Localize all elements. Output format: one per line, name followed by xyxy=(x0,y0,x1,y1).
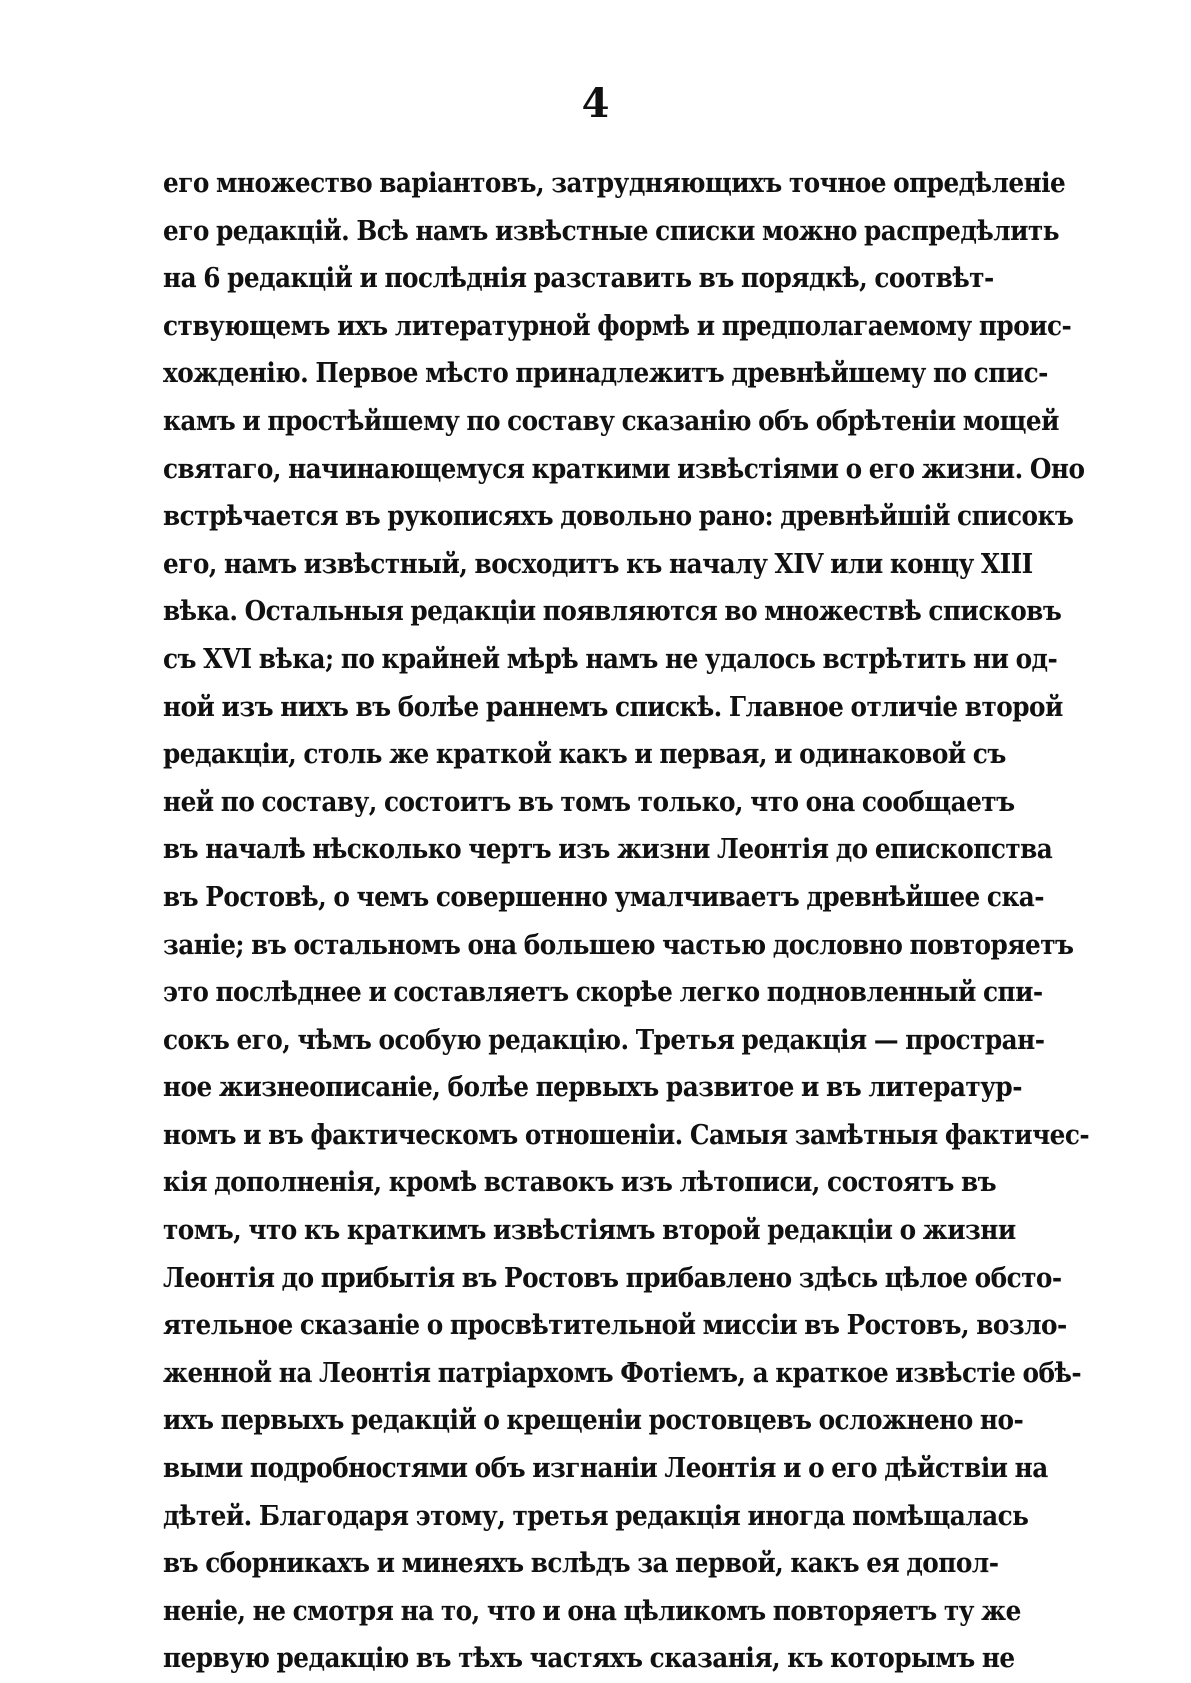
text-line-28: выми подробностями объ изгнаніи Леонтія и о его дѣйствіи на xyxy=(163,1452,1048,1485)
text-line-29: дѣтей. Благодаря этому, третья редакція иногда помѣщалась xyxy=(163,1499,1029,1532)
text-line-10: вѣка. Остальныя редакціи появляются во множествѣ списковъ xyxy=(163,595,1062,628)
text-line-27: ихъ первыхъ редакцій о крещеніи ростовцевъ осложнено но- xyxy=(163,1404,1024,1437)
text-line-13: редакціи, столь же краткой какъ и первая, и одинаковой съ xyxy=(163,738,1006,771)
text-line-32: первую редакцію въ тѣхъ частяхъ сказанія, къ которымъ не xyxy=(163,1642,1015,1675)
text-line-5: хожденію. Первое мѣсто принадлежитъ древнѣйшему по спис- xyxy=(163,357,1048,390)
text-line-21: номъ и въ фактическомъ отношеніи. Самыя замѣтныя фактичес- xyxy=(163,1118,1090,1151)
text-line-23: томъ, что къ краткимъ извѣстіямъ второй редакціи о жизни xyxy=(163,1214,1016,1247)
text-line-6: камъ и простѣйшему по составу сказанію объ обрѣтеніи мощей xyxy=(163,404,1059,437)
text-line-14: ней по составу, состоитъ въ томъ только, что она сообщаетъ xyxy=(163,785,1015,818)
text-line-16: въ Ростовѣ, о чемъ совершенно умалчиваетъ древнѣйшее ска- xyxy=(163,880,1045,913)
text-line-3: на 6 редакцій и послѣднія разставить въ порядкѣ, соотвѣт- xyxy=(163,262,994,295)
text-line-26: женной на Леонтія патріархомъ Фотіемъ, а краткое извѣстіе обѣ- xyxy=(163,1356,1082,1389)
text-line-9: его, намъ извѣстный, восходитъ къ началу XIV или концу XIII xyxy=(163,547,1033,580)
text-line-22: кія дополненія, кромѣ вставокъ изъ лѣтописи, состоятъ въ xyxy=(163,1166,997,1199)
text-line-20: ное жизнеописаніе, болѣе первыхъ развитое и въ литератур- xyxy=(163,1071,1022,1104)
page-number: 4 xyxy=(581,80,610,127)
text-line-30: въ сборникахъ и минеяхъ вслѣдъ за первой, какъ ея допол- xyxy=(163,1547,999,1580)
text-line-18: это послѣднее и составляетъ скорѣе легко подновленный спи- xyxy=(163,976,1043,1009)
text-line-17: заніе; въ остальномъ она большею частью дословно повторяетъ xyxy=(163,928,1074,961)
text-line-25: ятельное сказаніе о просвѣтительной миссіи въ Ростовъ, возло- xyxy=(163,1309,1067,1342)
body-text xyxy=(163,160,1090,1683)
text-line-24: Леонтія до прибытія въ Ростовъ прибавлено здѣсь цѣлое обсто- xyxy=(163,1261,1062,1294)
text-line-7: святаго, начинающемуся краткими извѣстіями о его жизни. Оно xyxy=(163,452,1085,485)
text-line-1: его множество варіантовъ, затрудняющихъ точное опредѣленіе xyxy=(163,167,1066,199)
text-line-11: съ XVI вѣка; по крайней мѣрѣ намъ не удалось встрѣтить ни од- xyxy=(163,642,1058,675)
text-line-4: ствующемъ ихъ литературной формѣ и предполагаемому проис- xyxy=(163,309,1072,342)
text-line-15: въ началѣ нѣсколько чертъ изъ жизни Леонтія до епископства xyxy=(163,833,1053,866)
text-line-8: встрѣчается въ рукописяхъ довольно рано: древнѣйшій списокъ xyxy=(163,500,1074,533)
text-line-12: ной изъ нихъ въ болѣе раннемъ спискѣ. Главное отличіе второй xyxy=(163,690,1063,723)
text-line-31: неніе, не смотря на то, что и она цѣликомъ повторяетъ ту же xyxy=(163,1594,1021,1627)
text-line-19: сокъ его, чѣмъ особую редакцію. Третья редакція — простран- xyxy=(163,1023,1045,1056)
text-line-2: его редакцій. Всѣ намъ извѣстные списки можно распредѣлить xyxy=(163,214,1059,247)
